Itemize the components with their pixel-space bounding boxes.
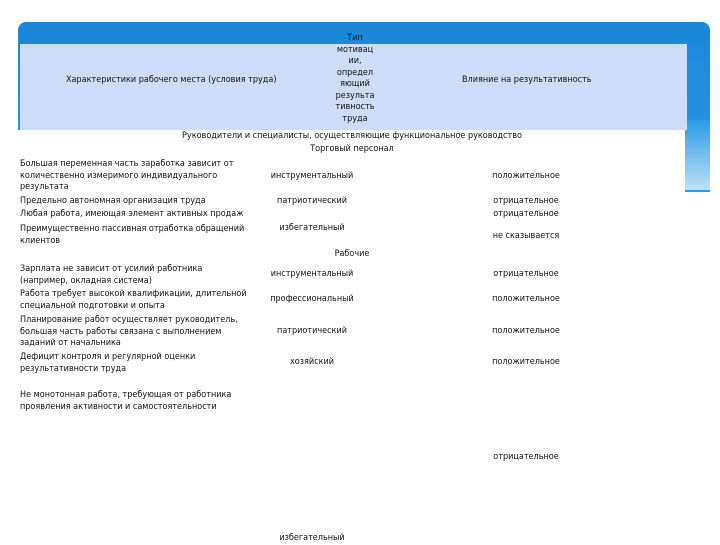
row-condition <box>20 289 247 312</box>
section-sales: Торговый персонал <box>310 144 394 154</box>
condition-line: Зарплата не зависит от усилий работника <box>20 264 203 274</box>
row-effect: не сказывается <box>492 231 560 241</box>
header-conditions: Характеристики рабочего места (условия труда) <box>66 75 277 85</box>
header-effect: Влияние на результативность <box>462 75 592 85</box>
header-motivation-type <box>315 33 395 125</box>
row-condition <box>20 264 202 287</box>
condition-line: Преимущественно пассивная отработка обращений <box>20 224 245 234</box>
condition-line: заданий от начальника <box>20 338 121 348</box>
header-line: труда <box>342 113 368 124</box>
header-line: яющий <box>340 79 370 89</box>
row-effect: отрицательное <box>493 269 559 279</box>
condition-line: Любая работа, имеющая элемент активных продаж <box>20 209 244 219</box>
condition-line: клиентов <box>20 235 61 246</box>
row-motivation-type: инструментальный <box>270 269 354 279</box>
condition-line: Большая переменная часть заработка зависит от <box>20 159 234 169</box>
condition-line: Планирование работ осуществляет руководитель, <box>20 315 238 325</box>
row-effect: отрицательное <box>493 209 559 219</box>
condition-line: (например, окладная система) <box>20 275 152 286</box>
row-motivation-type: профессиональный <box>270 294 354 304</box>
header-line: мотивац <box>336 44 374 55</box>
row-motivation-type: хозяйский <box>289 357 335 367</box>
condition-line: специальной подготовки и опыта <box>20 300 165 311</box>
header-line: тивность <box>335 102 375 112</box>
condition-line: результата <box>20 182 69 192</box>
row-condition <box>20 315 238 350</box>
condition-line: большая часть работы связана с выполнением <box>20 326 222 337</box>
header-line: результа <box>335 90 375 101</box>
row-effect: положительное <box>492 171 560 181</box>
header-line: Тип <box>347 33 363 43</box>
row-motivation-type: патриотический <box>277 196 347 206</box>
row-effect: положительное <box>492 326 560 336</box>
section-managers: Руководители и специалисты, осуществляющие функциональное руководство <box>182 131 522 141</box>
row-condition <box>20 224 244 247</box>
header-line: определ <box>336 67 374 78</box>
row-effect: положительное <box>492 357 560 367</box>
row-condition <box>20 352 195 375</box>
row-condition <box>20 159 233 194</box>
condition-line: количественно измеримого индивидуального <box>20 170 218 181</box>
condition-line: Не монотонная работа, требующая от работника <box>20 390 232 400</box>
condition-line: Работа требует высокой квалификации, длительной <box>20 289 247 299</box>
row-condition <box>20 196 206 208</box>
section-workers: Рабочие <box>334 249 370 259</box>
condition-line: проявления активности и самостоятельности <box>20 401 217 412</box>
condition-line: Дефицит контроля и регулярной оценки <box>20 352 196 362</box>
row-effect: положительное <box>492 294 560 304</box>
row-condition <box>20 390 231 413</box>
header-line: ии, <box>348 56 362 66</box>
condition-line: Предельно автономная организация труда <box>20 196 206 206</box>
row-condition <box>20 209 244 221</box>
row-effect: отрицательное <box>493 196 559 206</box>
row-motivation-type: избегательный <box>279 223 345 233</box>
row-motivation-type: избегательный <box>279 533 345 543</box>
row-effect: отрицательное <box>493 452 559 462</box>
row-motivation-type: патриотический <box>277 326 347 336</box>
row-motivation-type: инструментальный <box>270 171 354 181</box>
condition-line: результативности труда <box>20 363 127 374</box>
